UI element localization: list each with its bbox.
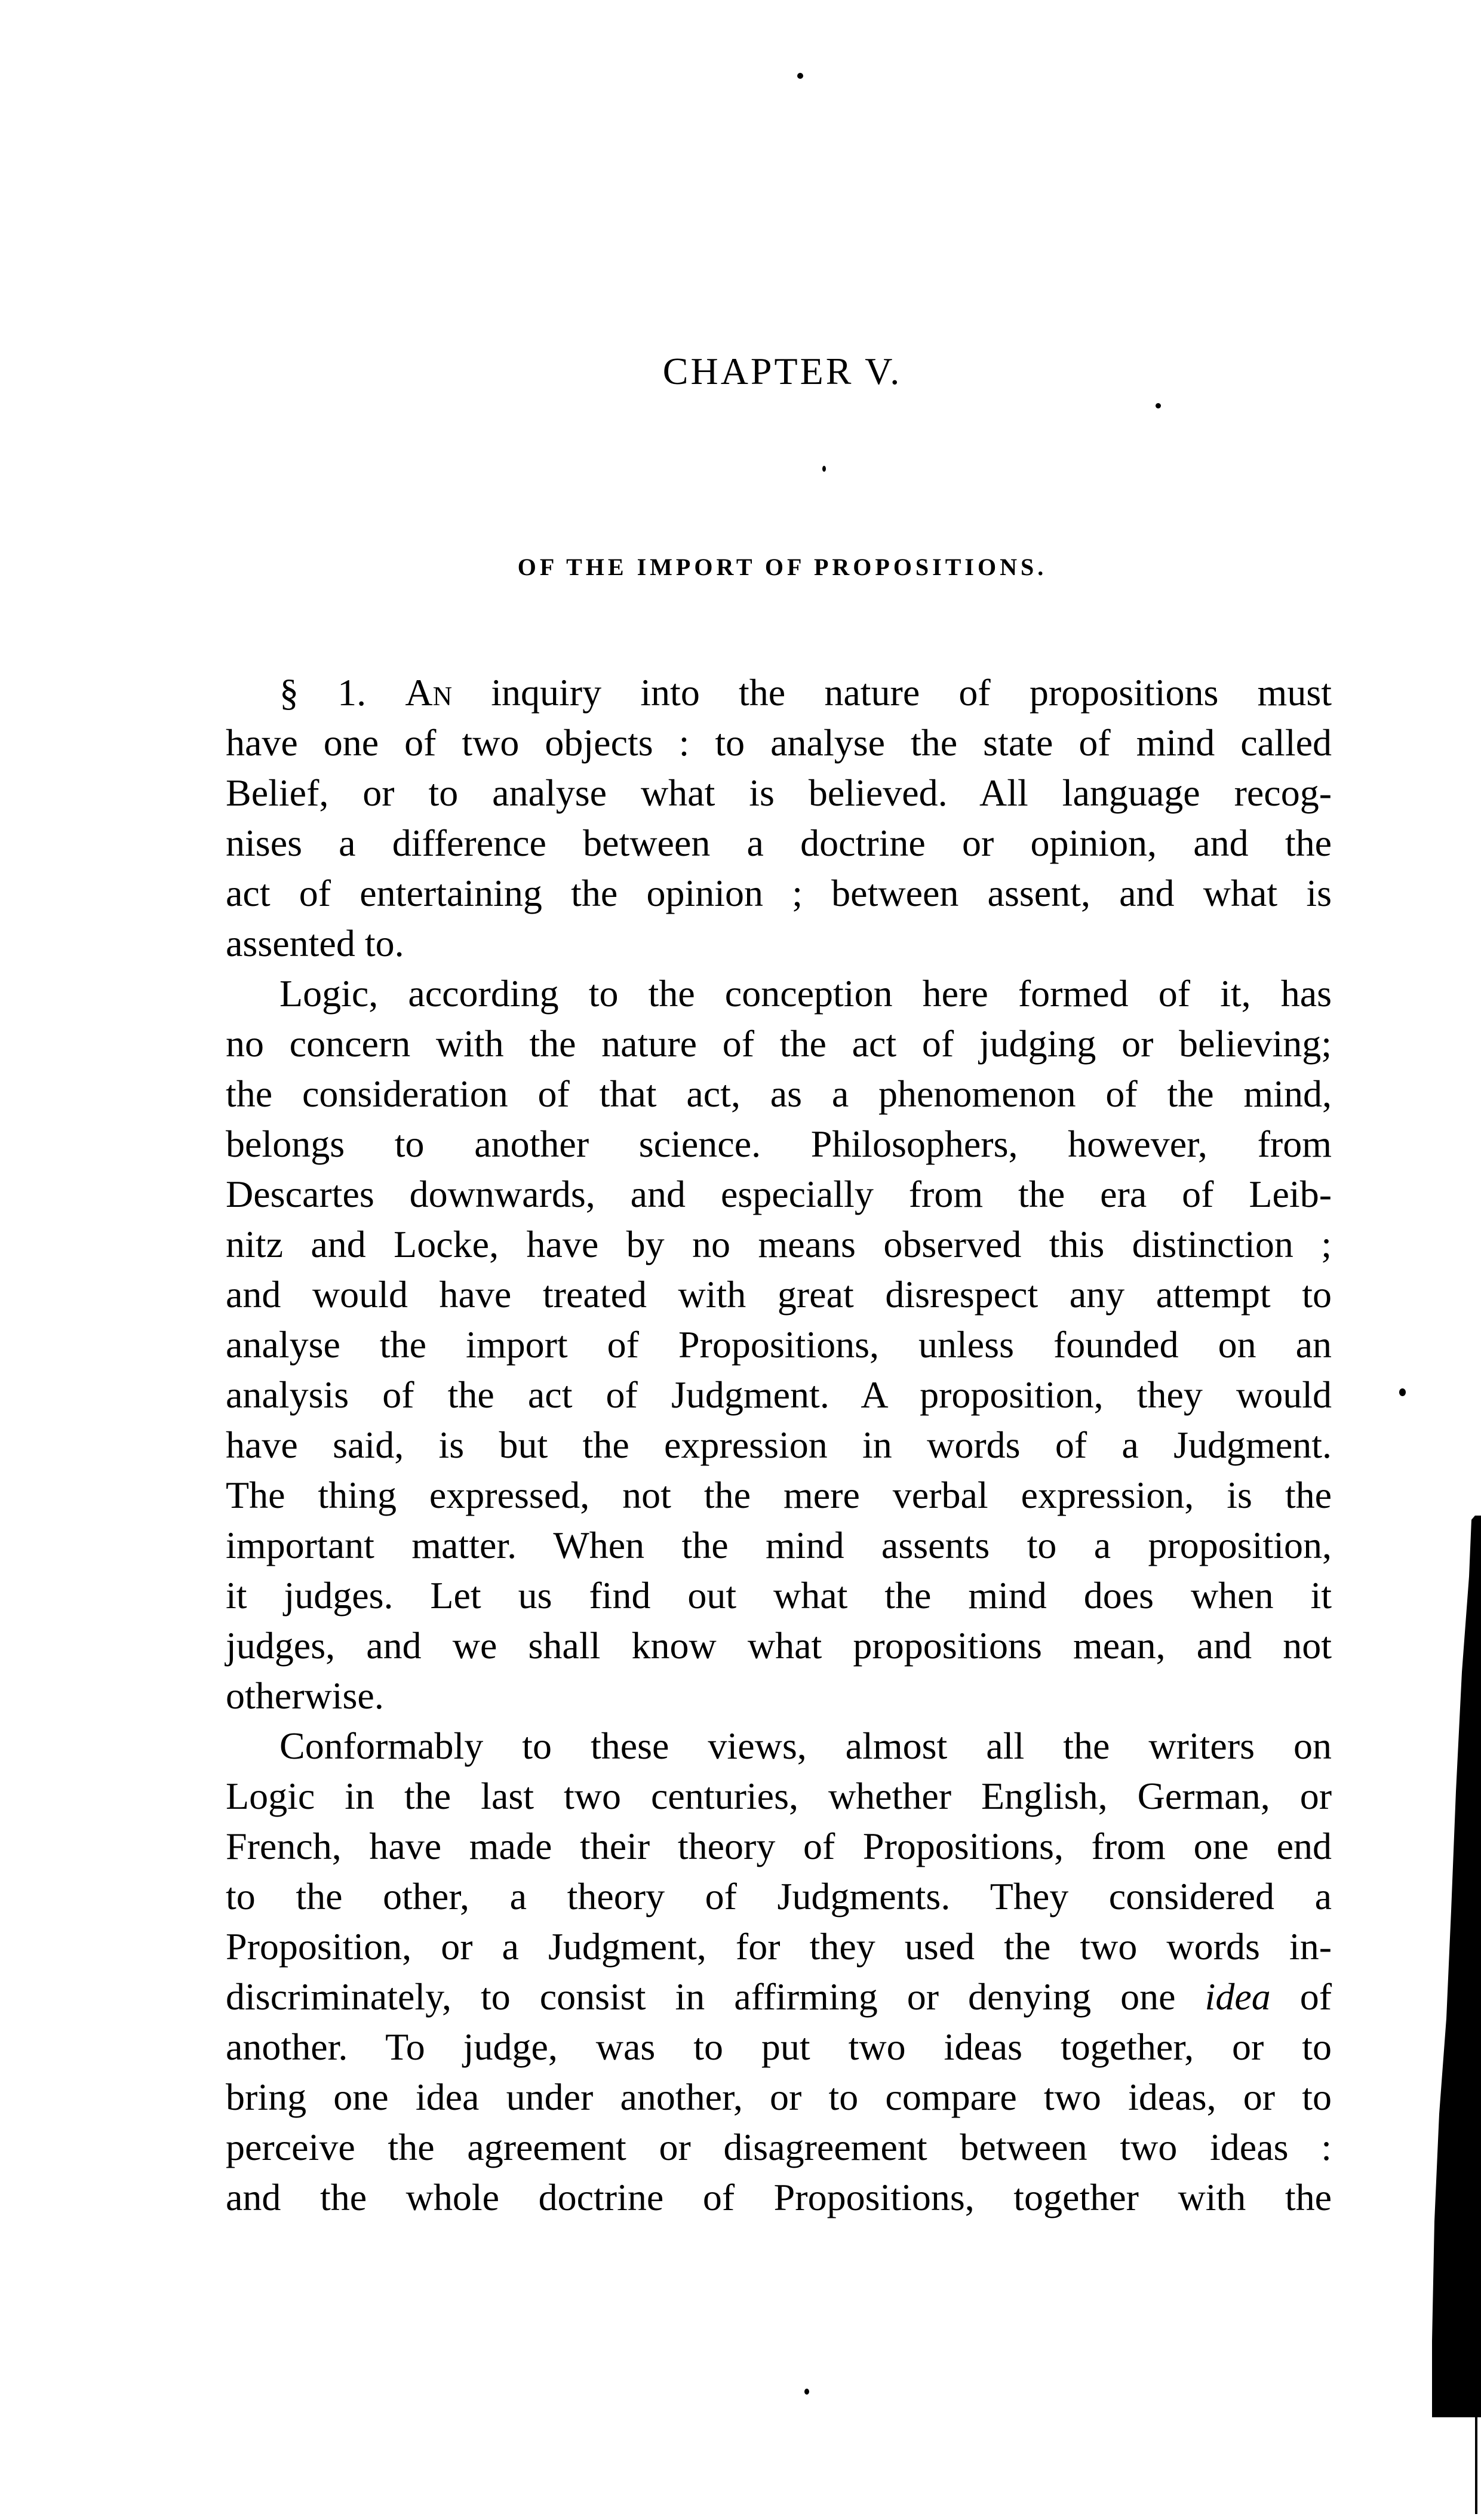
body-text: [226, 668, 1332, 2223]
paragraph-2: [226, 969, 1332, 1721]
text-line: Proposition, or a Judgment, for they used the two words in-: [226, 1925, 1332, 1968]
text-line: it judges. Let us find out what the mind does when it: [226, 1574, 1332, 1617]
text-line: another. To judge, was to put two ideas together, or to: [226, 2026, 1332, 2068]
text-line: no concern with the nature of the act of judging or believing;: [226, 1022, 1332, 1065]
section-mark: § 1.: [279, 671, 405, 714]
text-line: perceive the agreement or disagreement between two ideas :: [226, 2126, 1332, 2168]
section-heading: OF THE IMPORT OF PROPOSITIONS.: [517, 554, 1047, 580]
text-line: assented to.: [226, 922, 404, 964]
text-line: judges, and we shall know what propositions mean, and not: [226, 1624, 1332, 1667]
text-line: important matter. When the mind assents to a proposition,: [226, 1524, 1332, 1566]
text-line: belongs to another science. Philosophers, however, from: [226, 1123, 1332, 1165]
text-line: Logic, according to the conception here formed of it, has: [279, 972, 1332, 1015]
text-line: otherwise.: [226, 1674, 384, 1717]
text-line: Belief, or to analyse what is believed. All language recog-: [226, 772, 1332, 814]
line-text: discriminately, to consist in affirming or denying one: [226, 1975, 1205, 2018]
text-line: and the whole doctrine of Propositions, together with the: [226, 2176, 1332, 2218]
text-line: have said, is but the expression in words of a Judgment.: [226, 1424, 1332, 1466]
text-line: act of entertaining the opinion ; between assent, and what is: [226, 872, 1332, 914]
text-line: bring one idea under another, or to compare two ideas, or to: [226, 2076, 1332, 2118]
italic-word: idea: [1205, 1975, 1271, 2018]
paragraph-1: [226, 668, 1332, 969]
text-line: the consideration of that act, as a phenomenon of the mind,: [226, 1072, 1332, 1115]
text-line: [226, 1972, 1332, 2022]
text-line: nises a difference between a doctrine or opinion, and the: [226, 822, 1332, 864]
chapter-title: CHAPTER V.: [662, 350, 902, 392]
text-line: and would have treated with great disrespect any attempt to: [226, 1273, 1332, 1316]
text-line: [226, 668, 1332, 718]
text-line: analysis of the act of Judgment. A proposition, they would: [226, 1373, 1332, 1416]
text-line: nitz and Locke, have by no means observed this distinction ;: [226, 1223, 1332, 1265]
text-line: Descartes downwards, and especially from the era of Leib-: [226, 1173, 1332, 1215]
paragraph-3: [226, 1721, 1332, 2223]
text-line: The thing expressed, not the mere verbal expression, is the: [226, 1474, 1332, 1516]
text-line: analyse the import of Propositions, unless founded on an: [226, 1323, 1332, 1366]
small-caps-word: An: [405, 671, 453, 714]
line-text: inquiry into the nature of propositions must: [452, 671, 1332, 714]
text-line: Conformably to these views, almost all the writers on: [279, 1725, 1332, 1767]
text-line: Logic in the last two centuries, whether English, German, or: [226, 1775, 1332, 1817]
text-line: French, have made their theory of Propositions, from one end: [226, 1825, 1332, 1867]
line-text: of: [1270, 1975, 1332, 2018]
text-line: to the other, a theory of Judgments. They considered a: [226, 1875, 1332, 1917]
text-line: have one of two objects : to analyse the state of mind called: [226, 721, 1332, 764]
